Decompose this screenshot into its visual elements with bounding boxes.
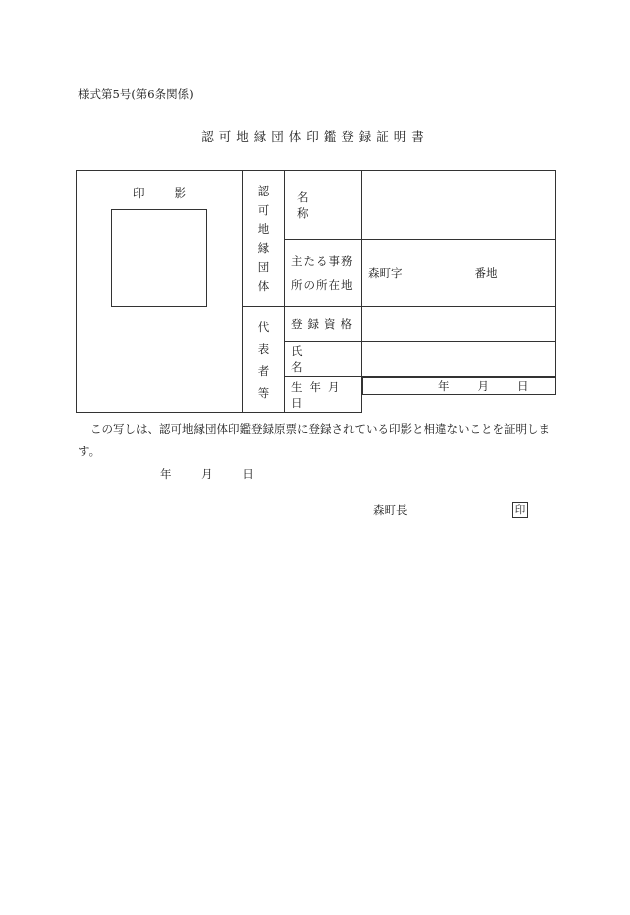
office-address-value xyxy=(362,240,556,307)
birthdate-month: 月 xyxy=(477,379,489,393)
seal-stamp-mark: 印 xyxy=(512,502,528,518)
birthdate-day: 日 xyxy=(517,379,529,393)
representative-label xyxy=(243,307,285,413)
birthdate-label: 生年月日 xyxy=(291,379,347,410)
seal-impression-box xyxy=(111,209,207,307)
office-label-line2: 所の所在地 xyxy=(291,278,354,292)
qualification-label-cell xyxy=(285,307,362,342)
birthdate-label-cell xyxy=(285,377,362,413)
name-value xyxy=(362,171,556,240)
mayor-title: 森町長 xyxy=(373,503,408,517)
name-label-cell xyxy=(285,171,362,240)
birthdate-value xyxy=(362,377,556,395)
certification-statement: この写しは、認可地縁団体印鑑登録原票に登録されている印影と相違ないことを証明します。 xyxy=(78,422,550,458)
qualification-label: 登録資格 xyxy=(291,317,357,331)
rep-label-char: 代 xyxy=(257,319,270,334)
office-address-prefix: 森町字 xyxy=(368,266,403,280)
rep-label-char: 等 xyxy=(257,385,270,400)
rep-name-value xyxy=(362,342,556,377)
qualification-value xyxy=(362,307,556,342)
group-label xyxy=(243,171,285,307)
rep-label-char: 者 xyxy=(257,363,270,378)
name-label-text: 名称 xyxy=(297,190,349,220)
seal-impression-cell xyxy=(77,171,243,413)
office-label-line1: 主たる事務 xyxy=(291,254,354,268)
group-label-char: 体 xyxy=(257,278,270,293)
issue-day: 日 xyxy=(242,467,254,481)
group-label-char: 可 xyxy=(257,202,270,217)
document-title: 認可地縁団体印鑑登録証明書 xyxy=(201,129,429,144)
birthdate-year: 年 xyxy=(438,379,450,393)
name-label xyxy=(291,189,361,221)
certificate-table xyxy=(76,170,556,413)
rep-name-label: 氏名 xyxy=(291,344,343,374)
form-number: 様式第5号(第6条関係) xyxy=(78,87,194,101)
rep-label-char: 表 xyxy=(257,341,270,356)
group-label-char: 縁 xyxy=(257,240,270,255)
issue-month: 月 xyxy=(201,467,213,481)
group-label-char: 団 xyxy=(257,259,270,274)
seal-impression-label: 印影 xyxy=(133,186,216,200)
office-address-suffix: 番地 xyxy=(474,266,498,280)
issue-date xyxy=(160,466,280,482)
group-label-char: 認 xyxy=(257,183,270,198)
issue-year: 年 xyxy=(160,467,172,481)
office-label xyxy=(285,240,362,307)
group-label-char: 地 xyxy=(257,221,270,236)
rep-name-label-cell xyxy=(285,342,362,377)
